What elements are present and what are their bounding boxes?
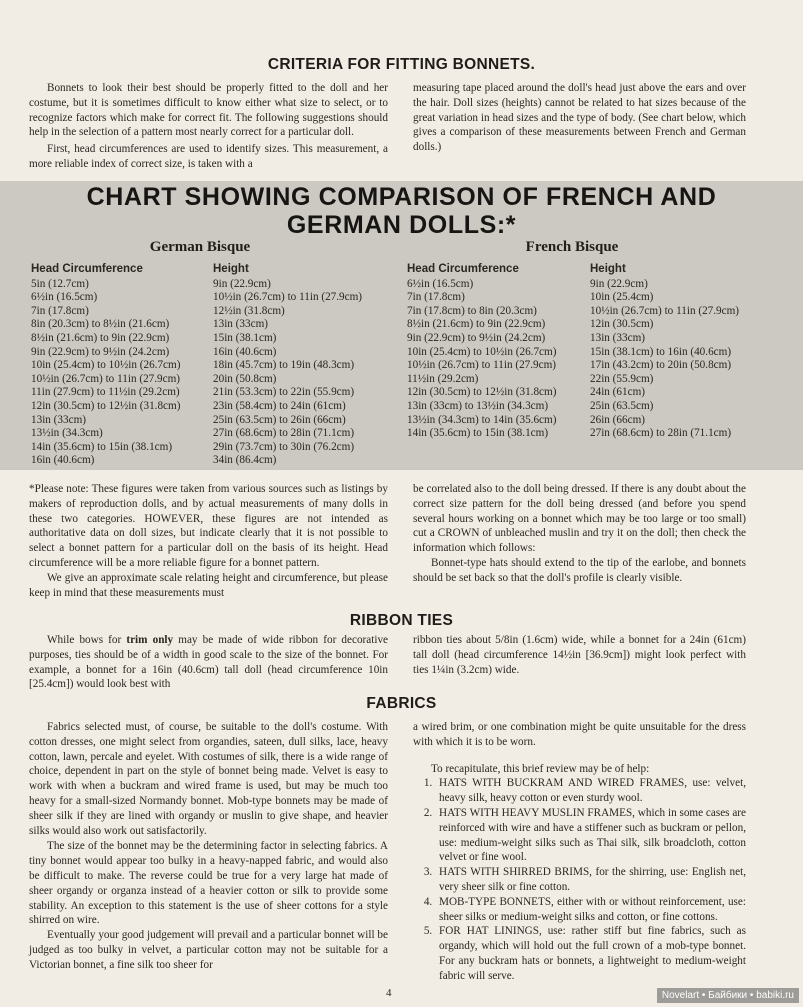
list-item: 3. HATS WITH SHIRRED BRIMS, for the shirring, use: English net, very sheer silk or fine cotton. [435,865,746,895]
table-cell: 13in (33cm) [31,413,86,426]
column-header: Height [590,263,626,275]
ribbon-emphasis: trim only [126,634,174,646]
table-cell: 16in (40.6cm) [31,454,95,467]
fabrics-paragraph: Fabrics selected must, of course, be suitable to the doll's costume. With cotton dresses, one might select from organdies, sateen, dull silks, lace, heavy cotton, lawn, percale and eyelet. With costumes of silk, there is a wide range of choice, dependent in part on the style of bonnet being made. Velvet is easy to work with when a buckram and wired frame is used, but may be much too heavy for a small-sized Normandy bonnet. Mob-type bonnets may be made of sheer silk if they are lined with organdy or muslin to give shape, and heavier silks would also work out satisfactorily. [29,721,388,837]
table-cell: 15in (38.1cm) [213,331,277,344]
table-cell: 20in (50.8cm) [213,372,277,385]
fabrics-left-column [29,720,388,973]
table-cell: 22in (55.9cm) [590,372,654,385]
column-header: Head Circumference [31,263,143,275]
table-cell: 24in (61cm) [590,386,645,399]
intro-right-column [413,81,746,155]
intro-paragraph: Bonnets to look their best should be properly fitted to the doll and her costume, but it is sometimes difficult to know either what size to select, or to recognize factors which make for correct fit. The following suggestions should help in the selection of a pattern most nearly correct for a particular doll. [29,82,388,139]
chart-title [0,183,803,239]
column-header: Head Circumference [407,263,519,275]
table-cell: 7in (17.8cm) [407,291,465,304]
table-cell: 16in (40.6cm) [213,345,277,358]
table-cell: 34in (86.4cm) [213,454,277,467]
table-cell: 6½in (16.5cm) [31,291,98,304]
table-cell: 12in (30.5cm) to 12½in (31.8cm) [31,399,181,412]
german-head-column [31,263,211,468]
table-cell: 11in (27.9cm) to 11½in (29.2cm) [31,386,180,399]
table-cell: 17in (43.2cm) to 20in (50.8cm) [590,359,732,372]
table-cell: 10½in (26.7cm) to 11in (27.9cm) [407,359,557,372]
intro-left-column [29,81,388,172]
page-number: 4 [386,987,392,999]
table-cell: 13½in (34.3cm) to 14in (35.6cm) [407,413,557,426]
table-cell: 23in (58.4cm) to 24in (61cm) [213,399,346,412]
table-cell: 10½in (26.7cm) to 11in (27.9cm) [213,291,363,304]
table-cell: 14in (35.6cm) to 15in (38.1cm) [407,427,549,440]
list-item: 4. MOB-TYPE BONNETS, either with or without reinforcement, use: sheer silks or medium-weight silks and cotton, or fine cottons. [435,895,746,925]
german-height-column [213,263,393,468]
table-cell: 8½in (21.6cm) to 9in (22.9cm) [407,318,546,331]
table-cell: 10in (25.4cm) to 10½in (26.7cm) [31,359,181,372]
table-cell: 21in (53.3cm) to 22in (55.9cm) [213,386,355,399]
table-cell: 27in (68.6cm) to 28in (71.1cm) [213,427,355,440]
ribbon-left-column [29,633,388,692]
note-paragraph: Bonnet-type hats should extend to the tip of the earlobe, and bonnets should be set back so that the doll's profile is clearly visible. [413,556,746,584]
note-right-column [413,482,746,586]
ribbon-right-column [413,633,746,677]
fabrics-right-column [413,720,746,984]
table-cell: 12½in (31.8cm) [213,304,285,317]
table-cell: 9in (22.9cm) [213,277,271,290]
intro-paragraph: First, head circumferences are used to identify sizes. This measurement, a more reliable index of correct size, is taken with a [29,143,388,170]
note-paragraph: be correlated also to the doll being dressed. If there is any doubt about the correct size pattern for the doll being dressed (and before you spend several hours working on a bonnet which may be too large or too small) cut a CROWN of unbleached muslin and try it on the doll; then check the information which follows: [413,483,746,555]
recap-list [413,776,746,983]
page-title: CRITERIA FOR FITTING BONNETS. [267,56,536,73]
table-cell: 9in (22.9cm) to 9½in (24.2cm) [407,331,546,344]
table-cell: 29in (73.7cm) to 30in (76.2cm) [213,440,355,453]
table-cell: 13in (33cm) to 13½in (34.3cm) [407,399,549,412]
note-left-column [29,482,388,600]
table-cell: 18in (45.7cm) to 19in (48.3cm) [213,359,355,372]
ribbon-paragraph [29,633,388,692]
list-item: 5. FOR HAT LININGS, use: rather stiff but fine fabrics, such as organdy, which will hold out the full crown of a mob-type bonnet. For any buckram hats or bonnets, a lightweight to medium-weight fabric will serve. [435,924,746,983]
table-cell: 7in (17.8cm) to 8in (20.3cm) [407,304,537,317]
column-header: Height [213,263,249,275]
french-bisque-heading: French Bisque [525,239,619,255]
fabrics-paragraph: To recapitulate, this brief review may be of help: [431,762,650,775]
table-cell: 10in (25.4cm) to 10½in (26.7cm) [407,345,557,358]
table-cell: 9in (22.9cm) to 9½in (24.2cm) [31,345,170,358]
chart-title-line: CHART SHOWING COMPARISON OF FRENCH AND [86,183,717,211]
intro-paragraph: measuring tape placed around the doll's head just above the ears and over the hair. Doll sizes (heights) cannot be related to hat sizes because of the great variation in head sizes and the type of body. (See chart below, which gives a comparison of these measurements between French and German dolls.) [413,82,746,154]
table-cell: 7in (17.8cm) [31,304,89,317]
chart-title-line: GERMAN DOLLS:* [286,211,517,239]
ribbon-paragraph: ribbon ties about 5/8in (1.6cm) wide, while a bonnet for a 24in (61cm) tall doll (head circumference 14½in [36.9cm]) might look perfect with ties 1¼in (3.2cm) wide. [413,634,746,676]
table-cell: 13in (33cm) [590,331,645,344]
fabrics-paragraph: Eventually your good judgement will prevail and a particular bonnet will be judged as too bulky in velvet, a particular cotton may not be suitable for a Victorian bonnet, a fine silk too sheer for [29,929,388,971]
table-cell: 10½in (26.7cm) to 11in (27.9cm) [590,304,740,317]
french-height-column [590,263,775,441]
table-cell: 12in (30.5cm) [590,318,654,331]
german-bisque-heading: German Bisque [149,239,251,255]
table-cell: 11½in (29.2cm) [407,372,479,385]
list-item: 2. HATS WITH HEAVY MUSLIN FRAMES, which in some cases are reinforced with wire and have a stiffener such as buckram or pellon, use: medium-weight silks such as Thai silk, silk broadcloth, cotton velvet or fine wool. [435,806,746,865]
table-cell: 8in (20.3cm) to 8½in (21.6cm) [31,318,170,331]
table-cell: 5in (12.7cm) [31,277,89,290]
table-cell: 13in (33cm) [213,318,268,331]
table-cell: 25in (63.5cm) [590,399,654,412]
list-item: 1. HATS WITH BUCKRAM AND WIRED FRAMES, use: velvet, heavy silk, heavy cotton or even sturdy wool. [435,776,746,806]
table-cell: 6½in (16.5cm) [407,277,474,290]
french-head-column [407,263,589,441]
table-cell: 10in (25.4cm) [590,291,654,304]
ribbon-text: may be made of wide ribbon for decorative purposes, ties should be of a width in good scale to the size of the bonnet. For example, a bonnet for a 16in (40.6cm) tall doll (head circumference 10in [25.4cm]) would look best with [29,634,389,691]
table-cell: 15in (38.1cm) to 16in (40.6cm) [590,345,732,358]
table-cell: 25in (63.5cm) to 26in (66cm) [213,413,346,426]
fabrics-paragraph: The size of the bonnet may be the determining factor in selecting fabrics. A tiny bonnet would appear too bulky in a heavy-napped fabric, and would also be difficult to make. The reverse could be true for a very large hat made of sheer organdy or organza instead of a heavier cotton or silk to provide some stability. An exception to this statement is the use of sheer cottons for a style shirred on wire. [29,840,388,927]
ribbon-ties-heading: RIBBON TIES [349,612,454,629]
table-cell: 27in (68.6cm) to 28in (71.1cm) [590,427,732,440]
table-cell: 10½in (26.7cm) to 11in (27.9cm) [31,372,181,385]
fabrics-heading: FABRICS [366,695,437,712]
ribbon-text: While bows for [47,634,127,646]
table-cell: 13½in (34.3cm) [31,427,103,440]
watermark: Novelart • Байбики • babiki.ru [657,988,799,1003]
note-paragraph: *Please note: These figures were taken from various sources such as listings by makers of reproduction dolls, and by actual measurements of many dolls in these two categories. HOWEVER, these figures are not intended as authoritative data on doll sizes, but indicate clearly that it is not possible to select a bonnet pattern for a particular doll on the basis of its height. Head circumference will be a more reliable figure for a bonnet pattern. [29,483,388,569]
table-cell: 14in (35.6cm) to 15in (38.1cm) [31,440,173,453]
table-cell: 8½in (21.6cm) to 9in (22.9cm) [31,331,170,344]
note-paragraph: We give an approximate scale relating height and circumference, but please keep in mind that these measurements must [29,571,388,599]
fabrics-paragraph: a wired brim, or one combination might be quite unsuitable for the dress with which it is to be worn. [413,721,746,748]
table-cell: 26in (66cm) [590,413,645,426]
table-cell: 12in (30.5cm) to 12½in (31.8cm) [407,386,557,399]
table-cell: 9in (22.9cm) [590,277,648,290]
